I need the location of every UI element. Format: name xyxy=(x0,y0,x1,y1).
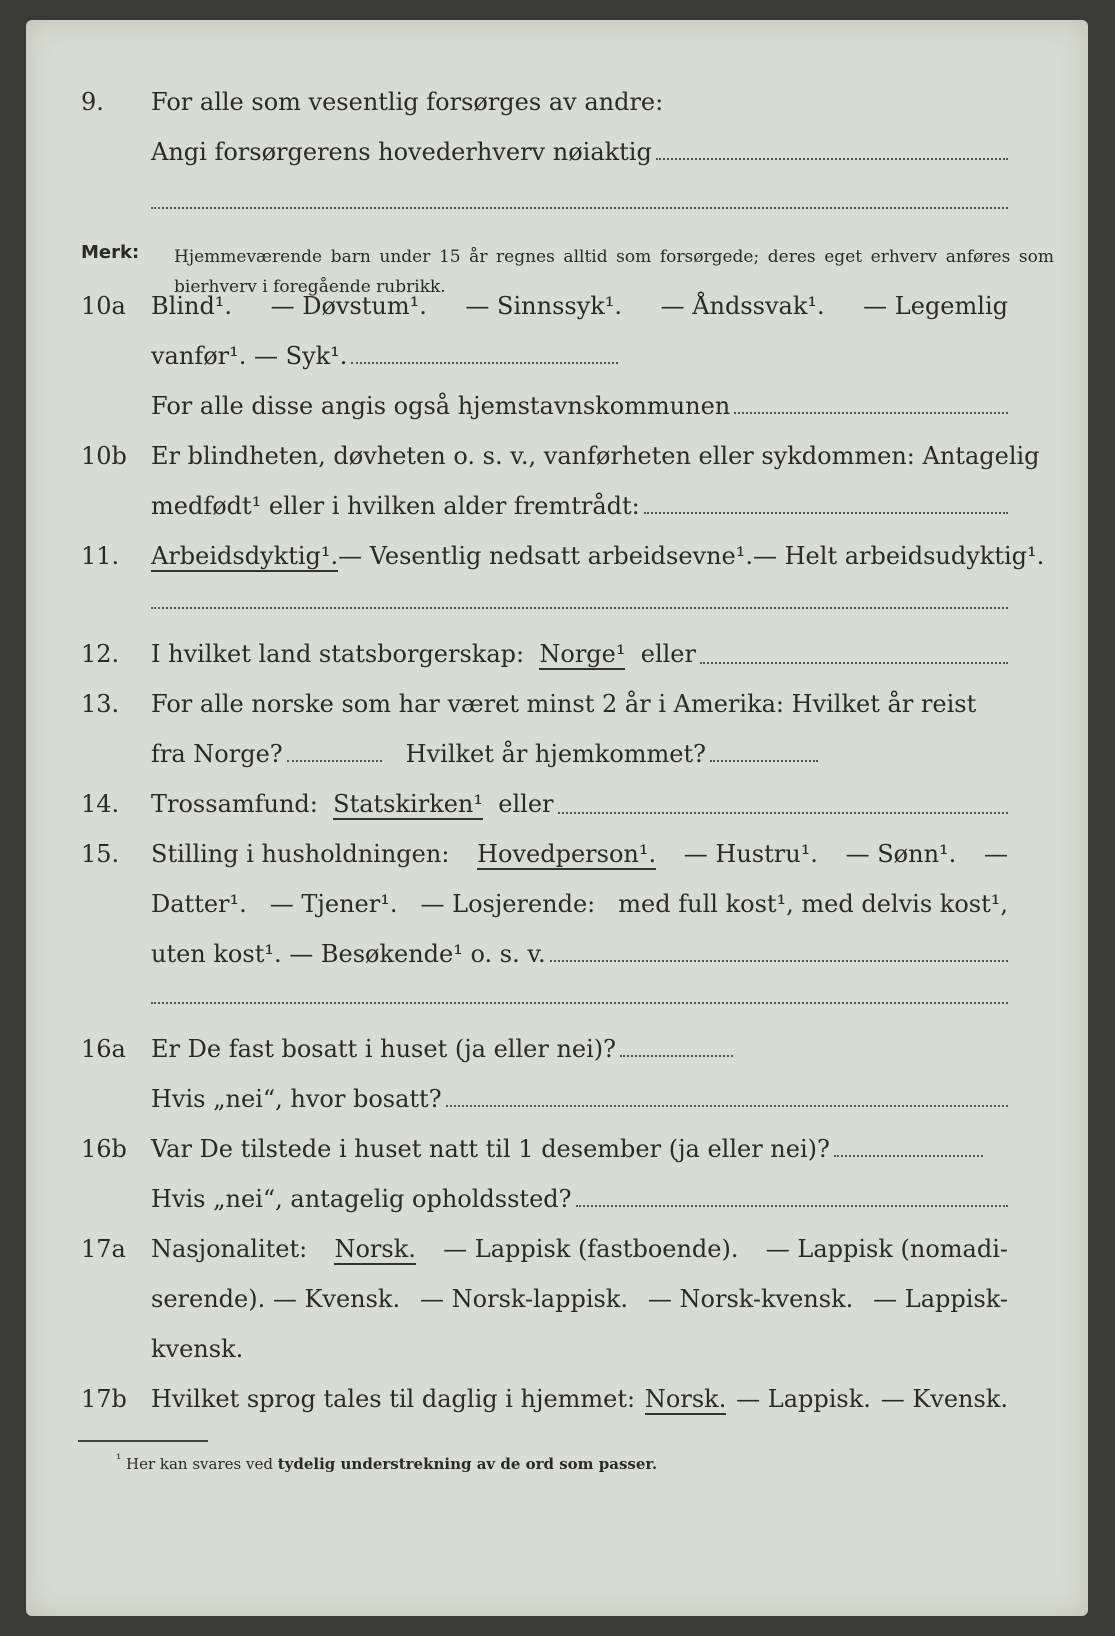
merk-label: Merk: xyxy=(81,242,140,263)
q10b-text: Er blindheten, døvheten o. s. v., vanførheten eller sykdommen: Antagelig xyxy=(151,442,1040,470)
q15-extra-answer-line[interactable] xyxy=(151,1002,1008,1004)
q10a-line1 xyxy=(151,292,1008,320)
q17b-norsk: Norsk. xyxy=(644,1385,727,1413)
q16a-answer-line[interactable] xyxy=(620,1054,733,1057)
q11-helt: — Helt arbeidsudyktig¹. xyxy=(753,542,1045,570)
q9-line1 xyxy=(151,88,1008,116)
q17b-lappisk: — Lappisk. xyxy=(736,1385,871,1413)
q17a-kvensk-end: kvensk. xyxy=(151,1335,244,1363)
item-number-12: 12. xyxy=(81,640,120,668)
q11-line xyxy=(151,542,1045,572)
q17a-line2 xyxy=(151,1285,1008,1313)
merk-text: Hjemmeværende barn under 15 år regnes alltid som forsørgede; deres eget erhverv anføres som bierhverv i foregående rubrikk. xyxy=(174,247,1054,297)
q13-reist-line[interactable] xyxy=(287,759,382,762)
q11-vesentlig: — Vesentlig nedsatt arbeidsevne¹. xyxy=(338,542,753,570)
q10a-line2 xyxy=(151,342,618,370)
item-number-11: 11. xyxy=(81,542,120,570)
q14-answer-line[interactable] xyxy=(558,811,1008,814)
q13-reist: fra Norge? xyxy=(151,740,283,768)
item-number-17b: 17b xyxy=(81,1385,127,1413)
q15-uten-kost: uten kost¹. — Besøkende¹ o. s. v. xyxy=(151,940,546,968)
q15-dash: — xyxy=(983,840,1008,868)
q9-extra-answer-line[interactable] xyxy=(151,207,1008,209)
q15-hustru: — Hustru¹. xyxy=(683,840,818,868)
q10a-andssvak: — Åndssvak¹. xyxy=(660,292,825,320)
q16a-hvor: Hvis „nei“, hvor bosatt? xyxy=(151,1085,442,1113)
q15-stilling: Stilling i husholdningen: xyxy=(151,840,450,868)
q10b-answer-line[interactable] xyxy=(644,511,1008,514)
census-form-page xyxy=(26,20,1088,1616)
item-number-14: 14. xyxy=(81,790,120,818)
item-number-15: 15. xyxy=(81,840,120,868)
q13-line2 xyxy=(151,740,818,768)
q10a-blind: Blind¹. xyxy=(151,292,233,320)
footnote-mark: ¹ xyxy=(116,1452,122,1467)
q15-sonn: — Sønn¹. xyxy=(845,840,957,868)
item-number-10b: 10b xyxy=(81,442,127,470)
q10b-medfodt: medfødt¹ eller i hvilken alder fremtrådt: xyxy=(151,492,640,520)
item-number-16a: 16a xyxy=(81,1035,126,1063)
q15-line3 xyxy=(151,940,1008,968)
q16b-line1 xyxy=(151,1135,983,1163)
q17a-norsk-kvensk: — Norsk-kvensk. xyxy=(647,1285,854,1313)
q17a-line3 xyxy=(151,1335,1008,1363)
q10a-hjemstavn: For alle disse angis også hjemstavnskommunen xyxy=(151,392,731,420)
q17a-norsk: Norsk. xyxy=(334,1235,416,1263)
q10a-line3 xyxy=(151,392,1008,420)
q15-hovedperson: Hovedperson¹. xyxy=(477,840,657,868)
q11-answer-line[interactable] xyxy=(151,607,1008,609)
q15-line2 xyxy=(151,890,1008,918)
q10b-line1 xyxy=(151,442,1040,470)
item-number-16b: 16b xyxy=(81,1135,127,1163)
q15-kost: med full kost¹, med delvis kost¹, xyxy=(618,890,1008,918)
footnote-rule xyxy=(78,1440,208,1442)
q13-line1 xyxy=(151,690,1008,718)
q9-text: For alle som vesentlig forsørges av andre: xyxy=(151,88,664,116)
footnote-bold: tydelig understrekning av de ord som passer. xyxy=(277,1455,658,1473)
q14-eller: eller xyxy=(498,790,554,818)
footnote xyxy=(116,1452,657,1473)
q10a-hjemstavn-line[interactable] xyxy=(734,411,1008,414)
q10a-sinnssyk: — Sinnssyk¹. xyxy=(465,292,623,320)
q14-line xyxy=(151,790,1008,820)
q14-statskirken: Statskirken¹ xyxy=(333,790,484,818)
q17a-line1 xyxy=(151,1235,1008,1265)
q16b-line2 xyxy=(151,1185,1008,1213)
q12-eller: eller xyxy=(640,640,696,668)
q10a-vanfor: vanfør¹. — Syk¹. xyxy=(151,342,348,370)
q16a-bosatt-line[interactable] xyxy=(446,1104,1008,1107)
q17b-kvensk: — Kvensk. xyxy=(880,1385,1008,1413)
q17a-lappisk-kvensk: — Lappisk- xyxy=(873,1285,1008,1313)
q14-text: Trossamfund: xyxy=(151,790,318,818)
q17a-kvensk: serende). — Kvensk. xyxy=(151,1285,401,1313)
footnote-pre: Her kan svares ved xyxy=(126,1455,273,1473)
q16b-text: Var De tilstede i huset natt til 1 desember (ja eller nei)? xyxy=(151,1135,830,1163)
q13-text: For alle norske som har været minst 2 år i Amerika: Hvilket år reist xyxy=(151,690,977,718)
q12-line xyxy=(151,640,1008,670)
q15-datter: Datter¹. xyxy=(151,890,247,918)
q10a-answer-line[interactable] xyxy=(351,361,618,364)
q9-label-2: Angi forsørgerens hovederhverv nøiaktig xyxy=(151,138,652,166)
q16b-opholdssted: Hvis „nei“, antagelig opholdssted? xyxy=(151,1185,572,1213)
q9-answer-line[interactable] xyxy=(656,157,1008,160)
q15-answer-line[interactable] xyxy=(550,959,1008,962)
q15-tjener: — Tjener¹. xyxy=(269,890,398,918)
q10a-dovstum: — Døvstum¹. xyxy=(270,292,427,320)
q13-hjemkommet-line[interactable] xyxy=(710,759,818,762)
q16b-answer-line[interactable] xyxy=(834,1154,983,1157)
item-number-9: 9. xyxy=(81,88,104,116)
q15-losjerende: — Losjerende: xyxy=(420,890,596,918)
q10a-legemlig: — Legemlig xyxy=(863,292,1008,320)
q16a-text: Er De fast bosatt i huset (ja eller nei)? xyxy=(151,1035,617,1063)
q17a-lappisk-nomadi: — Lappisk (nomadi- xyxy=(765,1235,1008,1263)
q9-line2 xyxy=(151,138,1008,166)
item-number-13: 13. xyxy=(81,690,120,718)
q17a-lappisk-fast: — Lappisk (fastboende). xyxy=(443,1235,739,1263)
q17b-text: Hvilket sprog tales til daglig i hjemmet: xyxy=(151,1385,636,1413)
item-number-17a: 17a xyxy=(81,1235,126,1263)
q10b-line2 xyxy=(151,492,1008,520)
q17b-line xyxy=(151,1385,1008,1415)
q16a-line2 xyxy=(151,1085,1008,1113)
q12-norge: Norge¹ xyxy=(539,640,626,668)
q11-arbeidsdyktig: Arbeidsdyktig¹. xyxy=(151,542,339,570)
q17a-nasjonalitet: Nasjonalitet: xyxy=(151,1235,308,1263)
q16b-opholdssted-line[interactable] xyxy=(576,1204,1008,1207)
item-number-10a: 10a xyxy=(81,292,126,320)
q15-line1 xyxy=(151,840,1008,870)
q17a-norsk-lappisk: — Norsk-lappisk. xyxy=(420,1285,628,1313)
q12-answer-line[interactable] xyxy=(700,661,1008,664)
q16a-line1 xyxy=(151,1035,733,1063)
q12-text: I hvilket land statsborgerskap: xyxy=(151,640,525,668)
q13-hjemkommet: Hvilket år hjemkommet? xyxy=(405,740,707,768)
